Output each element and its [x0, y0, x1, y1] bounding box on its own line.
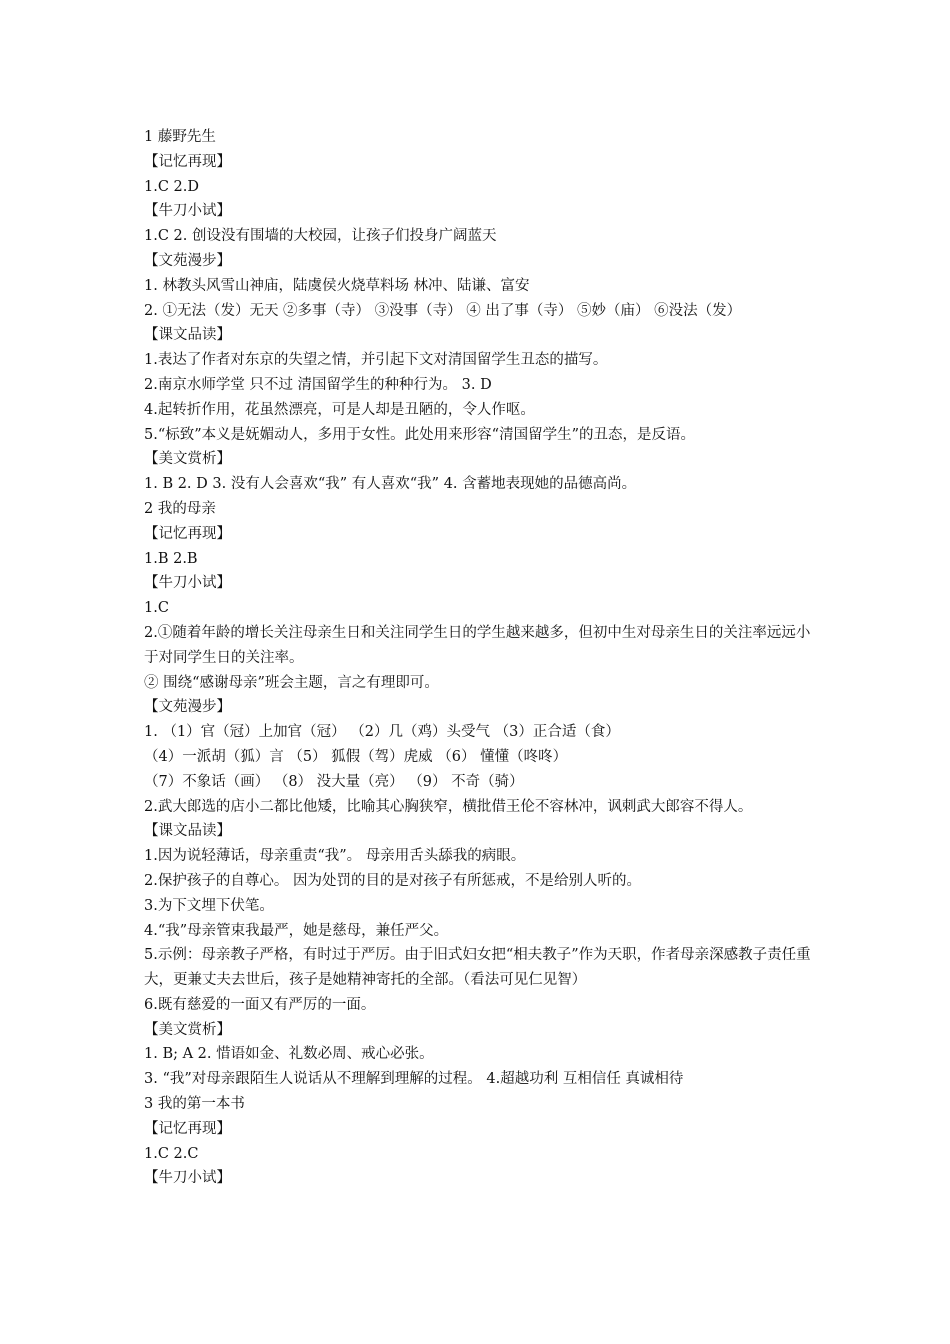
answer-line: 1. 林教头风雪山神庙，陆虞侯火烧草料场 林冲、陆谦、富安 [144, 277, 530, 294]
answer-line: 2.南京水师学堂 只不过 清国留学生的种种行为。 3. D [144, 376, 492, 393]
answer-line: （4）一派胡（狐）言 （5） 狐假（驾）虎威 （6） 懂懂（咚咚） [144, 748, 568, 765]
section-heading: 【文苑漫步】 [144, 252, 231, 269]
section-heading: 【牛刀小试】 [144, 575, 231, 592]
section-heading: 【牛刀小试】 [144, 203, 231, 220]
section-heading: 【课文品读】 [144, 327, 231, 344]
answer-line: （7）不象话（画） （8） 没大量（亮） （9） 不奇（骑） [144, 773, 524, 790]
answer-line: 1.表达了作者对东京的失望之情，并引起下文对清国留学生丑态的描写。 [144, 352, 608, 369]
answer-line: 1. （1）官（冠）上加官（冠） （2）几（鸡）头受气 （3）正合适（食） [144, 724, 620, 741]
answer-line: 3.为下文埋下伏笔。 [144, 897, 274, 914]
answer-line: 6.既有慈爱的一面又有严厉的一面。 [144, 996, 376, 1013]
section-heading: 【课文品读】 [144, 823, 231, 840]
answer-line: 5.“标致”本义是妩媚动人，多用于女性。此处用来形容“清国留学生”的丑态，是反语。 [144, 426, 695, 443]
section-heading: 【记忆再现】 [144, 153, 231, 170]
section-heading: 【牛刀小试】 [144, 1170, 231, 1187]
lesson-title: 3 我的第一本书 [144, 1096, 245, 1113]
section-heading: 【记忆再现】 [144, 1120, 231, 1137]
section-heading: 【文苑漫步】 [144, 699, 231, 716]
lesson-title: 2 我的母亲 [144, 500, 216, 517]
answer-paragraph: 5.示例：母亲教子严格，有时过于严厉。由于旧式妇女把“相夫教子”作为天职，作者母亲深感教子责任重大，更兼丈夫去世后，孩子是她精神寄托的全部。（看法可见仁见智） [144, 947, 811, 989]
answer-line: 1. B; A 2. 惜语如金、礼数必周、戒心必张。 [144, 1046, 434, 1063]
answer-line: ② 围绕“感谢母亲”班会主题，言之有理即可。 [144, 674, 439, 691]
answer-line: 2. ①无法（发）无天 ②多事（寺） ③没事（寺） ④ 出了事（寺） ⑤妙（庙） ⑥没法（发） [144, 302, 742, 319]
document-body [144, 125, 824, 1191]
answer-line: 4.起转折作用，花虽然漂亮，可是人却是丑陋的，令人作呕。 [144, 401, 535, 418]
answer-line: 1. B 2. D 3. 没有人会喜欢“我” 有人喜欢“我” 4. 含蓄地表现她的品德高尚。 [144, 476, 637, 493]
answer-paragraph: 2.武大郎选的店小二都比他矮，比喻其心胸狭窄，横批借王伦不容林冲，讽刺武大郎容不得人。 [144, 798, 753, 815]
answer-line: 1.C 2.C [144, 1145, 199, 1162]
answer-line: 1.C 2.D [144, 178, 199, 195]
answer-line: 1.C [144, 600, 169, 617]
answer-line: 1.B 2.B [144, 550, 198, 567]
answer-line: 4.“我”母亲管束我最严，她是慈母，兼任严父。 [144, 922, 449, 939]
answer-line: 2.保护孩子的自尊心。 因为处罚的目的是对孩子有所惩戒，不是给别人听的。 [144, 872, 641, 889]
answer-line: 3. “我”对母亲跟陌生人说话从不理解到理解的过程。 4.超越功利 互相信任 真诚相待 [144, 1071, 684, 1088]
section-heading: 【美文赏析】 [144, 451, 231, 468]
section-heading: 【记忆再现】 [144, 525, 231, 542]
answer-line: 1.因为说轻薄话，母亲重责“我”。 母亲用舌头舔我的病眼。 [144, 848, 526, 865]
answer-line: 1.C 2. 创设没有围墙的大校园，让孩子们投身广阔蓝天 [144, 228, 497, 245]
section-heading: 【美文赏析】 [144, 1021, 231, 1038]
lesson-title: 1 藤野先生 [144, 129, 216, 145]
answer-paragraph: 2.①随着年龄的增长关注母亲生日和关注同学生日的学生越来越多，但初中生对母亲生日的关注率远远小于对同学生日的关注率。 [144, 624, 811, 666]
